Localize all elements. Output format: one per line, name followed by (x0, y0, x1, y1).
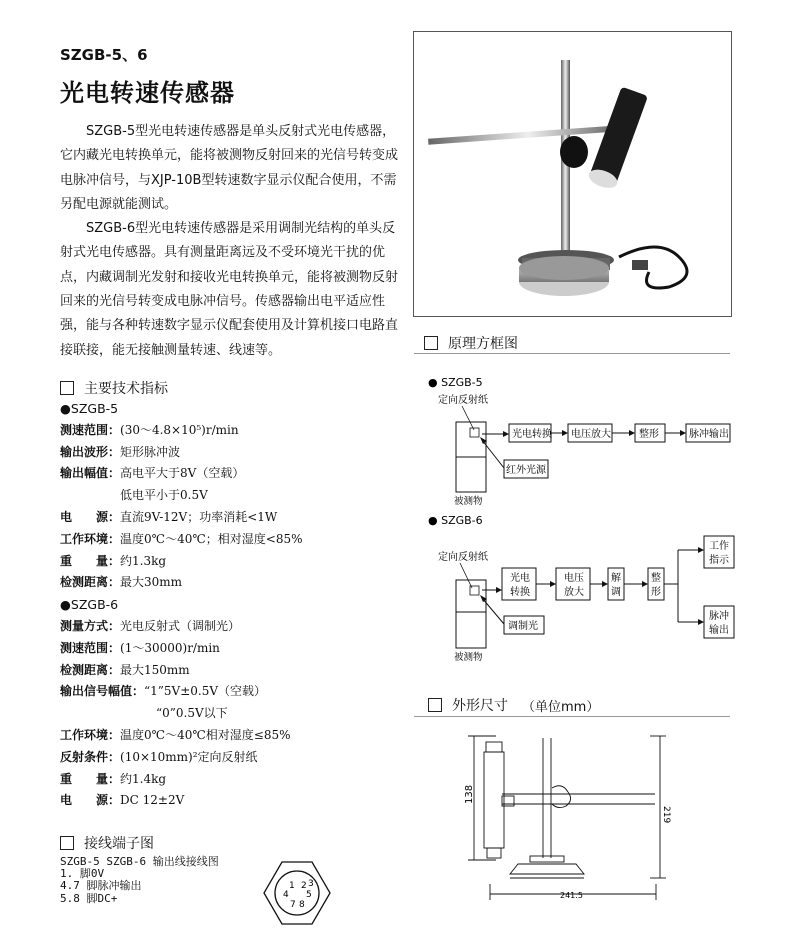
spec-value: 光电反射式（调制光） (120, 618, 241, 633)
spec-key: 重 量： (60, 553, 121, 568)
spec-row (60, 616, 303, 638)
block-diagram-szgb6 (424, 510, 744, 670)
spec-key: 工作环境： (60, 727, 121, 742)
infrared-source-label: 红外光源 (506, 465, 546, 476)
divider (414, 716, 730, 717)
pin-label: 5 (306, 890, 312, 900)
checkbox-icon (60, 381, 74, 395)
specs-list (60, 398, 303, 812)
specs-heading-label: 主要技术指标 (84, 381, 168, 397)
wiring-line: 4.7 脚脉冲输出 (60, 879, 142, 893)
pin-label: 2 (301, 881, 307, 891)
checkbox-icon (424, 336, 438, 350)
specs-heading (60, 378, 168, 398)
model-number: SZGB-5、6 (60, 46, 148, 64)
wiring-heading (60, 833, 154, 853)
spec-value: (1～30000)r/min (120, 640, 220, 655)
spec-key: 电 源： (60, 509, 121, 524)
dimension-219: 219 (661, 806, 671, 824)
block-diagram-heading (424, 333, 518, 353)
pin-label: 7 (290, 900, 296, 910)
spec-value: 约1.4kg (120, 771, 167, 786)
spec-key: 测速范围： (60, 422, 121, 437)
spec-value: 矩形脉冲波 (120, 444, 181, 459)
spec-key: 电 源： (60, 793, 121, 808)
dimensions-heading-label: 外形尺寸 (452, 698, 508, 714)
block-label: 转换 (510, 587, 530, 598)
spec-key: 测量方式： (60, 618, 121, 633)
object-label: 被测物 (454, 496, 483, 507)
block-label: 整形 (639, 429, 659, 440)
spec-row (60, 790, 303, 812)
spec-key: 工作环境： (60, 531, 121, 546)
pin-label: 4 (283, 890, 289, 900)
intro-paragraph-szgb5: SZGB-5型光电转速传感器是单头反射式光电传感器，它内藏光电转换单元，能将被测物反射回来的光信号转变成电脉冲信号，与XJP-10B型转速数字显示仪配合使用，不需另配电源就能测试。 (60, 124, 399, 212)
diagram-label: ● SZGB-6 (428, 514, 483, 527)
dimension-drawing (460, 728, 700, 908)
intro-text (60, 120, 400, 363)
block-label: 脉冲 (709, 611, 729, 622)
spec-value: 高电平大于8V（空载） (120, 466, 245, 481)
block-label: 工作 (709, 541, 729, 552)
spec-value: 温度0℃～40℃；相对湿度<85% (120, 531, 303, 546)
spec-value: DC 12±2V (120, 793, 185, 808)
wiring-notes (60, 856, 219, 905)
block-label: 放大 (564, 587, 584, 598)
wiring-line: 1. 脚0V (60, 867, 105, 881)
spec-value: 约1.3kg (120, 553, 167, 568)
block-label: 电压 (564, 573, 584, 584)
block-diagram-szgb5 (424, 372, 744, 507)
product-photo (413, 31, 732, 317)
block-label: 光电转换 (512, 429, 552, 440)
spec-value: 最大150mm (120, 662, 190, 677)
dimension-241-5: 241.5 (560, 891, 583, 900)
pin-label: 3 (308, 879, 314, 889)
spec-key: 反射条件： (60, 749, 121, 764)
spec-row (60, 442, 303, 464)
dimensions-heading (428, 695, 599, 715)
spec-value: 最大30mm (120, 575, 183, 590)
spec-key: 检测距离： (60, 575, 121, 590)
spec-row (60, 747, 303, 769)
spec-row (60, 529, 303, 551)
spec-row (60, 485, 303, 507)
spec-key: 检测距离： (60, 662, 121, 677)
intro-paragraph-szgb6: SZGB-6型光电转速传感器是采用调制光结构的单头反射式光电传感器。具有测量距离远及不受环境光干扰的优点，内藏调制光发射和接收光电转换单元，能将被测物反射回来的光信号转变成电脉冲信号。传感器输出电平适应性强，能与各种转速数字显示仪配套使用及计算机接口电路直接联接，能无接触测量转速、线速等。 (60, 221, 399, 358)
wiring-heading-label: 接线端子图 (84, 836, 154, 852)
wiring-line: 5.8 脚DC+ (60, 891, 118, 905)
spec-value: 直流9V-12V；功率消耗<1W (120, 509, 278, 524)
block-label: 脉冲输出 (689, 429, 729, 440)
checkbox-icon (428, 698, 442, 712)
spec-row (60, 681, 303, 703)
block-label: 解 (611, 573, 621, 584)
spec-row (60, 725, 303, 747)
block-label: 光电 (510, 573, 530, 584)
pin-label: 1 (289, 881, 295, 891)
object-label: 被测物 (454, 652, 483, 663)
spec-key: 输出信号幅值： (60, 684, 145, 699)
connector-diagram (262, 860, 332, 926)
spec-value: (10×10mm)²定向反射纸 (120, 749, 258, 764)
pin-label: 8 (299, 900, 305, 910)
spec-key: 重 量： (60, 771, 121, 786)
wiring-line: SZGB-5 SZGB-6 输出线接线图 (60, 855, 219, 868)
spec-row (60, 420, 303, 442)
dimensions-unit: （单位mm） (522, 699, 600, 715)
spec-row (60, 769, 303, 791)
sensor-stand-illustration (414, 32, 731, 316)
modulated-light-label: 调制光 (508, 621, 538, 632)
block-label: 整 (651, 573, 661, 584)
spec-group-szgb5: ●SZGB-5 (60, 401, 119, 416)
reflective-paper-label: 定向反射纸 (438, 395, 488, 406)
reflective-paper-label: 定向反射纸 (438, 552, 488, 563)
block-label: 形 (651, 587, 661, 598)
spec-key: 输出幅值： (60, 466, 121, 481)
page-title: 光电转速传感器 (60, 79, 235, 107)
spec-key: 测速范围： (60, 640, 121, 655)
spec-group-szgb6: ●SZGB-6 (60, 597, 119, 613)
checkbox-icon (60, 836, 74, 850)
spec-row (60, 638, 303, 660)
spec-value: 低电平小于0.5V (120, 488, 208, 503)
block-diagram-heading-label: 原理方框图 (448, 336, 518, 352)
spec-value: “1”5V±0.5V（空载） (144, 684, 267, 699)
spec-row (60, 463, 303, 485)
spec-value: (30～4.8×10⁵)r/min (120, 422, 239, 437)
spec-row (60, 507, 303, 529)
spec-value: “0”0.5V以下 (156, 706, 228, 721)
spec-row (60, 572, 303, 594)
dimension-138: 138 (464, 784, 475, 804)
spec-row (60, 660, 303, 682)
block-label: 输出 (709, 625, 729, 636)
divider (414, 353, 730, 354)
block-label: 调 (611, 587, 621, 598)
spec-key: 输出波形： (60, 444, 121, 459)
spec-value: 温度0℃～40℃相对湿度≤85% (120, 727, 291, 742)
spec-row (60, 551, 303, 573)
block-label: 电压放大 (571, 429, 611, 440)
block-label: 指示 (709, 555, 729, 566)
spec-row (60, 703, 303, 725)
diagram-label: ● SZGB-5 (428, 376, 483, 389)
